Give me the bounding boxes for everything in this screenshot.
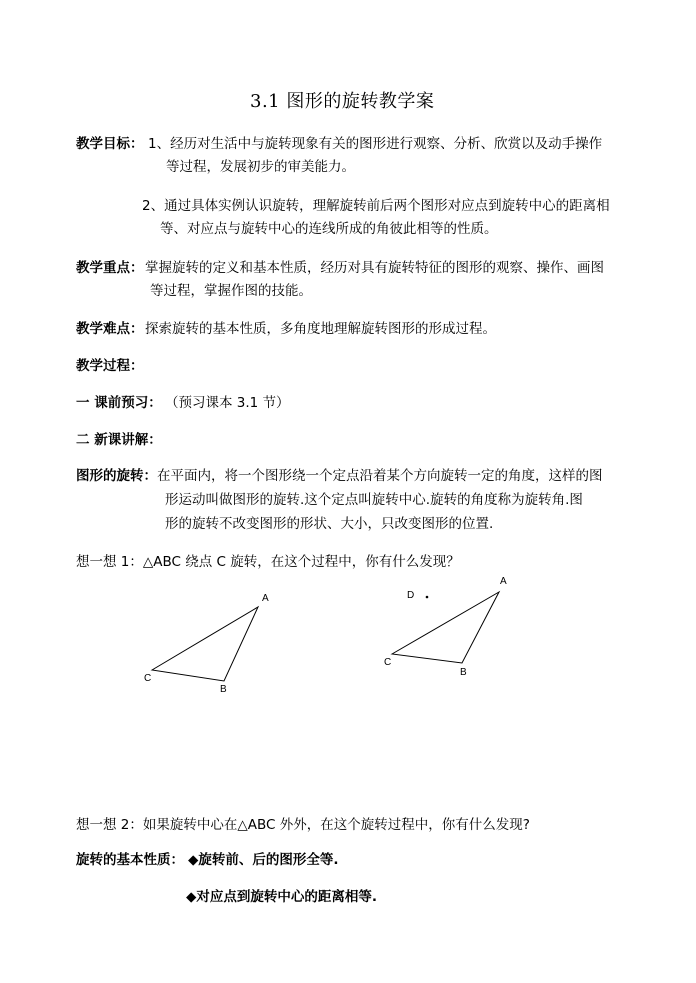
figure-2-label-c: C: [384, 657, 392, 668]
figure-1-label-a: A: [262, 593, 269, 604]
key-points-line-1: 掌握旋转的定义和基本性质，经历对具有旋转特征的图形的观察、操作、画图: [145, 260, 604, 276]
property-1: ◆旋转前、后的图形全等.: [188, 852, 339, 868]
section-2-label: 二 新课讲解：: [76, 432, 162, 448]
figure-1-label-b: B: [220, 684, 227, 695]
definition-label: 图形的旋转：: [76, 468, 157, 484]
objective-1-line-2: 等过程，发展初步的审美能力。: [166, 159, 355, 175]
triangle-abc-rotated: [392, 592, 499, 663]
objective-1-line-1: 1、经历对生活中与旋转现象有关的图形进行观察、分析、欣赏以及动手操作: [148, 136, 603, 152]
definition-line-1: 在平面内，将一个图形绕一个定点沿着某个方向旋转一定的角度，这样的图: [157, 468, 603, 484]
think-2: 想一想 2：如果旋转中心在△ABC 外外，在这个旋转过程中，你有什么发现?: [76, 817, 530, 833]
key-points-line-2: 等过程，掌握作图的技能。: [150, 283, 312, 299]
key-points-label: 教学重点：: [76, 260, 144, 276]
think-1: 想一想 1：△ABC 绕点 C 旋转，在这个过程中，你有什么发现？: [76, 554, 460, 570]
difficulties-text: 探索旋转的基本性质，多角度地理解旋转图形的形成过程。: [145, 321, 496, 337]
objective-2-line-2: 等、对应点与旋转中心的连线所成的角彼此相等的性质。: [160, 221, 498, 237]
property-2: ◆对应点到旋转中心的距离相等.: [186, 889, 378, 905]
section-1-label: 一 课前预习：: [76, 395, 162, 411]
figure-2-label-a: A: [500, 576, 507, 587]
figure-1-label-c: C: [144, 673, 152, 684]
definition-line-3: 形的旋转不改变图形的形状、大小，只改变图形的位置.: [165, 516, 494, 532]
point-d-dot: [426, 596, 429, 599]
objective-2-line-1: 2、通过具体实例认识旋转，理解旋转前后两个图形对应点到旋转中心的距离相: [142, 198, 610, 214]
difficulties-label: 教学难点：: [76, 321, 144, 337]
triangle-abc-original: [152, 607, 258, 681]
page-title: 3.1 图形的旋转教学案: [250, 91, 435, 112]
objectives-label: 教学目标：: [76, 136, 144, 152]
figure-2-label-d: D: [407, 590, 415, 601]
section-1-text: （预习课本 3.1 节）: [165, 395, 290, 411]
figure-2-label-b: B: [460, 667, 467, 678]
process-label: 教学过程：: [76, 358, 144, 374]
definition-line-2: 形运动叫做图形的旋转.这个定点叫旋转中心.旋转的角度称为旋转角.图: [165, 492, 583, 508]
properties-label: 旋转的基本性质：: [76, 852, 184, 868]
